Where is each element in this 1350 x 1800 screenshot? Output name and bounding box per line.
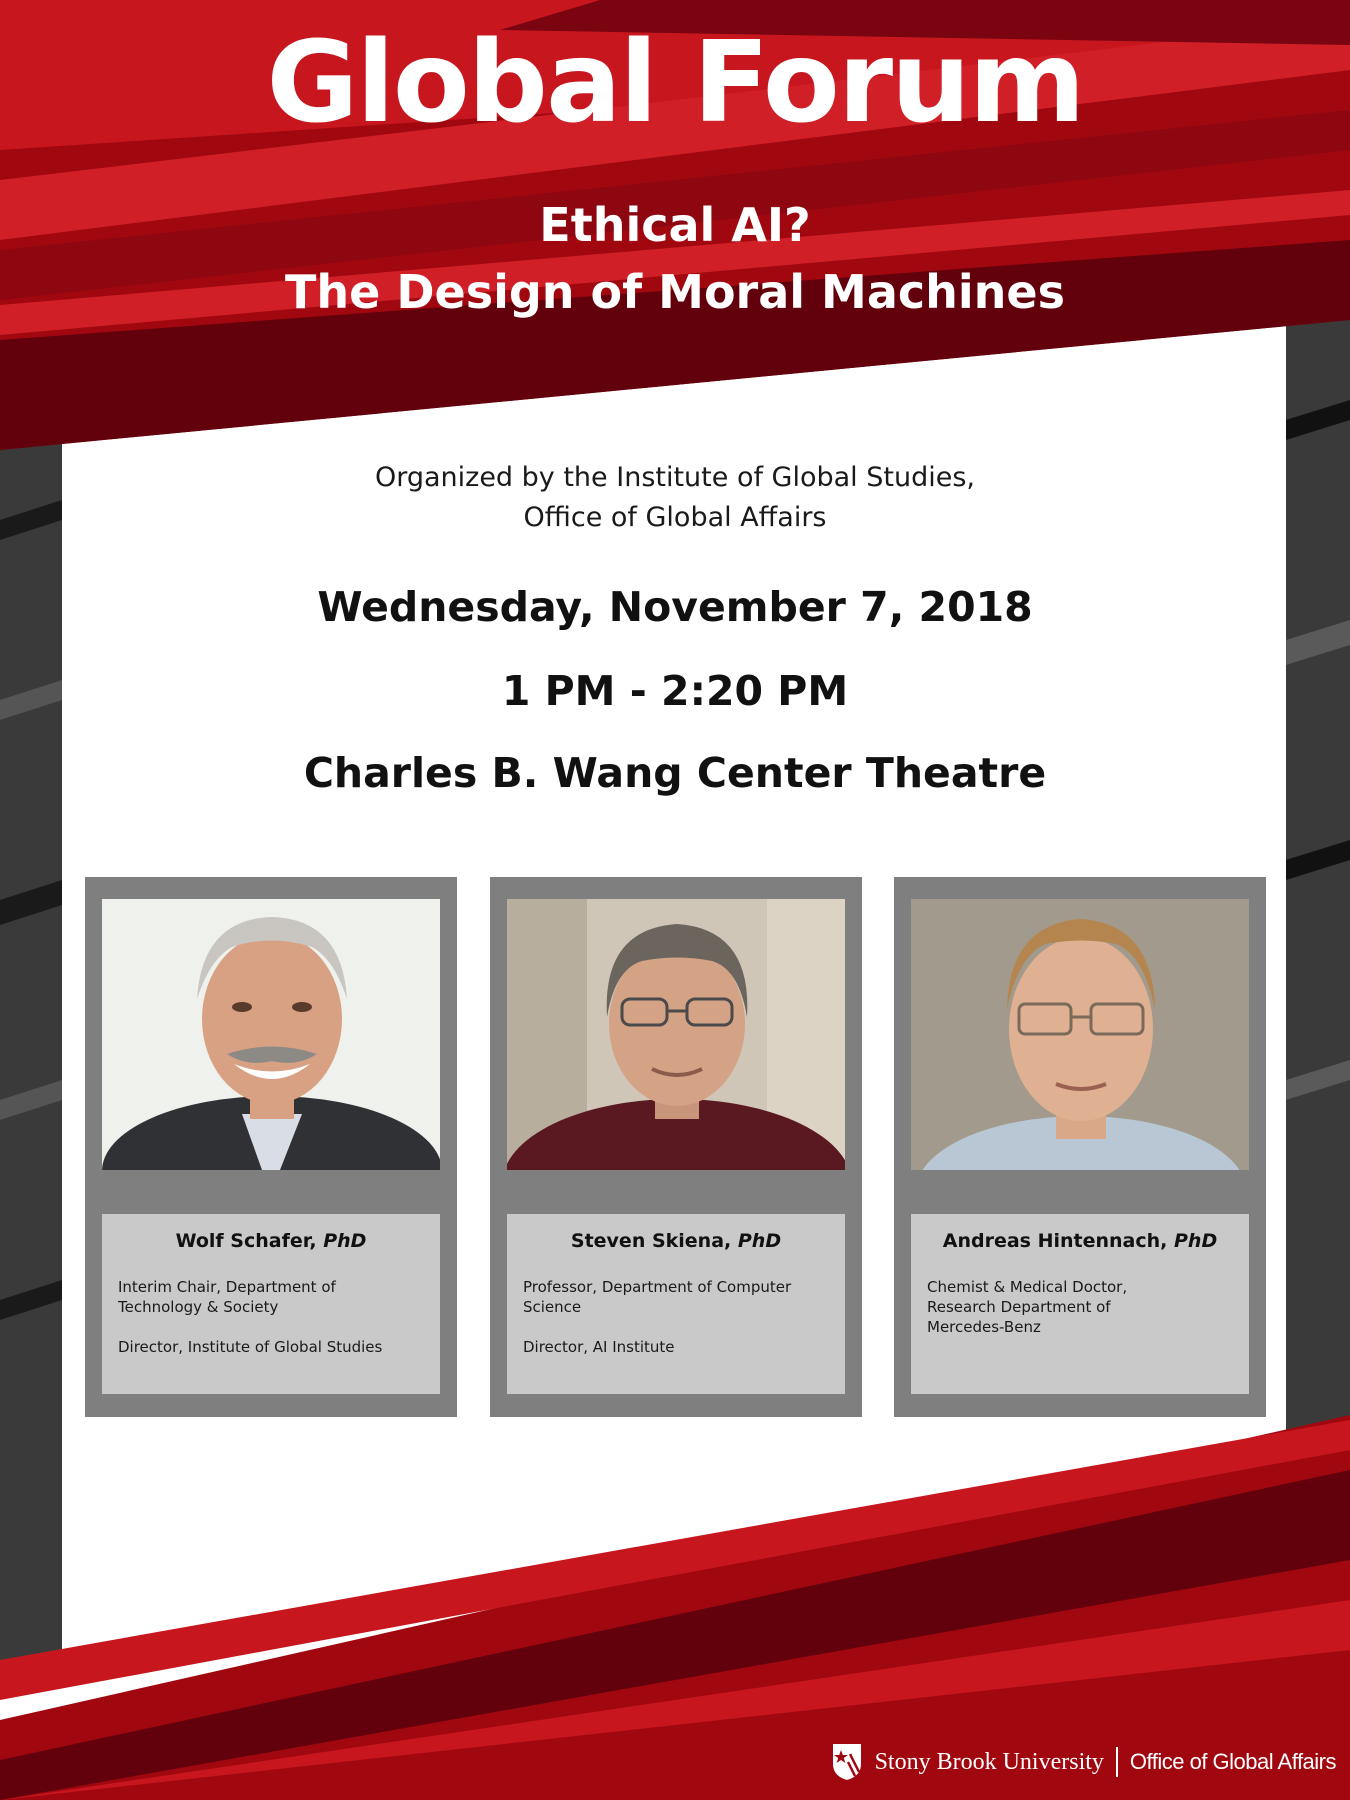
event-venue: Charles B. Wang Center Theatre (303, 749, 1047, 797)
speaker-title-line: Director, Institute of Global Studies (118, 1338, 383, 1356)
organizer-line-1: Organized by the Institute of Global Studies, (374, 462, 976, 493)
speaker-name-3 (911, 1230, 1249, 1252)
subtitle-line-1: Ethical AI? (539, 198, 811, 252)
speaker-card-2 (490, 877, 862, 1417)
speaker-title-line: Science (523, 1298, 582, 1316)
speaker-name-text-2: Steven Skiena, (570, 1230, 732, 1252)
speaker-name-2 (507, 1230, 845, 1252)
speaker-degree-3: PhD (1174, 1230, 1218, 1252)
speaker-title-line: Mercedes-Benz (927, 1318, 1041, 1336)
speaker-photo-1 (102, 899, 440, 1170)
stony-brook-shield-icon (831, 1742, 863, 1782)
speaker-card-3 (894, 877, 1266, 1417)
speaker-title-line: Research Department of (927, 1298, 1111, 1316)
speaker-name-text-1: Wolf Schafer, (175, 1230, 317, 1252)
speaker-title-line: Chemist & Medical Doctor, (927, 1278, 1128, 1296)
speaker-bio-3 (911, 1214, 1249, 1394)
university-name: Stony Brook University (874, 1748, 1104, 1775)
speaker-card-1 (85, 877, 457, 1417)
speaker-title-line: Director, AI Institute (523, 1338, 675, 1356)
organizer-line-2: Office of Global Affairs (523, 502, 827, 533)
speaker-name-text-3: Andreas Hintennach, (942, 1230, 1168, 1252)
footer-logos (831, 1738, 1336, 1786)
event-date: Wednesday, November 7, 2018 (317, 583, 1033, 631)
speaker-name-1 (102, 1230, 440, 1252)
speaker-degree-1: PhD (323, 1230, 367, 1252)
event-time: 1 PM - 2:20 PM (501, 667, 849, 715)
speaker-photo-3 (911, 899, 1249, 1170)
speaker-photo-2 (507, 899, 845, 1170)
speaker-title-line: Professor, Department of Computer (523, 1278, 792, 1296)
poster-title: Global Forum (266, 18, 1084, 148)
speaker-title-line: Interim Chair, Department of (118, 1278, 336, 1296)
office-name: Office of Global Affairs (1129, 1749, 1336, 1774)
speaker-title-line: Technology & Society (118, 1298, 279, 1316)
footer-divider (1116, 1747, 1118, 1777)
subtitle-line-2: The Design of Moral Machines (284, 265, 1065, 319)
speaker-bio-1 (102, 1214, 440, 1394)
speaker-degree-2: PhD (737, 1230, 782, 1252)
speaker-bio-2 (507, 1214, 845, 1394)
